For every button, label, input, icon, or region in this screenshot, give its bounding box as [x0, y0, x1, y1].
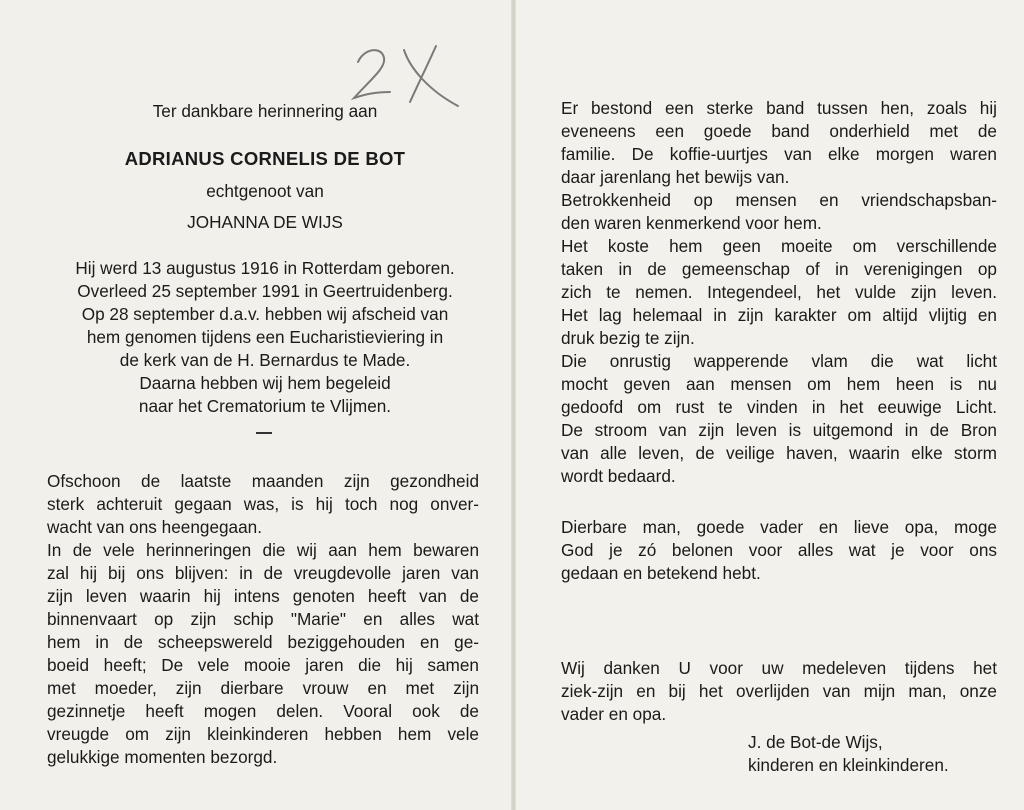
paragraph-line: God je zó belonen voor alles wat je voor ons	[561, 540, 997, 560]
paragraph-line: Het koste hem geen moeite om verschillende	[561, 236, 997, 256]
paragraph-line: eveneens een goede band onderhield met de	[561, 121, 997, 141]
paragraph-line: gezinnetje heeft mogen delen. Vooral ook de	[47, 701, 479, 721]
paragraph-line: van alle leven, de veilige haven, waarin elke storm	[561, 443, 997, 463]
paragraph-line: Er bestond een sterke band tussen hen, zoals hij	[561, 98, 997, 118]
spouse-label: echtgenoot van	[206, 181, 324, 201]
paragraph-line: vader en opa.	[561, 704, 667, 724]
paragraph-line: met moeder, zijn dierbare vrouw en met zijn	[47, 678, 479, 698]
paragraph-line: druk bezig te zijn.	[561, 328, 695, 348]
bio-line: Op 28 september d.a.v. hebben wij afscheid van	[81, 304, 449, 324]
paragraph-line: Het lag helemaal in zijn karakter om altijd vlijtig en	[561, 305, 997, 325]
paragraph-line: gedaan en betekend hebt.	[561, 563, 761, 583]
paragraph-line: binnenvaart op zijn schip "Marie" en alles wat	[47, 609, 479, 629]
paragraph-line: mocht geven aan mensen om hem heen is nu	[561, 374, 997, 394]
paragraph-line: taken in de gemeenschap of in verenigingen op	[561, 259, 997, 279]
paragraph-line: Die onrustig wapperende vlam die wat licht	[561, 351, 997, 371]
paragraph-line: daar jarenlang het bewijs van.	[561, 167, 790, 187]
paragraph-line: zich te nemen. Integendeel, het vulde zijn leven.	[561, 282, 997, 302]
signature-line: J. de Bot-de Wijs,	[748, 732, 883, 752]
paragraph-line: wordt bedaard.	[561, 466, 676, 486]
paragraph-line: vreugde om zijn kleinkinderen hebben hem vele	[47, 724, 479, 744]
paragraph-line: Dierbare man, goede vader en lieve opa, moge	[561, 517, 997, 537]
intro-line: Ter dankbare herinnering aan	[152, 101, 378, 121]
spouse-name: JOHANNA DE WIJS	[187, 212, 343, 232]
paragraph-line: ziek-zijn en bij het overlijden van mijn man, onze	[561, 681, 997, 701]
paragraph-line: familie. De koffie-uurtjes van elke morgen waren	[561, 144, 997, 164]
paragraph-line: zal hij bij ons blijven: in de vreugdevolle jaren van	[47, 563, 479, 583]
paragraph-line: hem in de scheepswereld beziggehouden en ge-	[47, 632, 479, 652]
paragraph-line: zijn leven waarin hij intens genoten heeft van de	[47, 586, 479, 606]
paragraph-line: Betrokkenheid op mensen en vriendschapsban-	[561, 190, 997, 210]
paragraph-line: Wij danken U voor uw medeleven tijdens het	[561, 658, 997, 678]
paragraph-line: Ofschoon de laatste maanden zijn gezondheid	[47, 471, 479, 491]
bio-line: Hij werd 13 augustus 1916 in Rotterdam geboren.	[75, 258, 455, 278]
paragraph-line: De stroom van zijn leven is uitgemond in de Bron	[561, 420, 997, 440]
bio-line: de kerk van de H. Bernardus te Made.	[119, 350, 411, 370]
bio-line: Daarna hebben wij hem begeleid	[139, 373, 391, 393]
bio-line: naar het Crematorium te Vlijmen.	[138, 396, 392, 416]
bio-line: hem genomen tijdens een Eucharistieviering in	[86, 327, 444, 347]
paragraph-line: gelukkige momenten bezorgd.	[47, 747, 278, 767]
separator-dash	[256, 432, 272, 434]
paragraph-line: In de vele herinneringen die wij aan hem bewaren	[47, 540, 479, 560]
paragraph-line: wacht van ons heengegaan.	[47, 517, 263, 537]
signature-line: kinderen en kleinkinderen.	[748, 755, 949, 775]
deceased-name: ADRIANUS CORNELIS DE BOT	[124, 148, 406, 169]
paragraph-line: den waren kenmerkend voor hem.	[561, 213, 822, 233]
paragraph-line: gedoofd om rust te vinden in het eeuwige Licht.	[561, 397, 997, 417]
bio-line: Overleed 25 september 1991 in Geertruidenberg.	[77, 281, 453, 301]
paragraph-line: boeid heeft; De vele mooie jaren die hij samen	[47, 655, 479, 675]
paragraph-line: sterk achteruit gegaan was, is hij toch nog onver-	[47, 494, 479, 514]
